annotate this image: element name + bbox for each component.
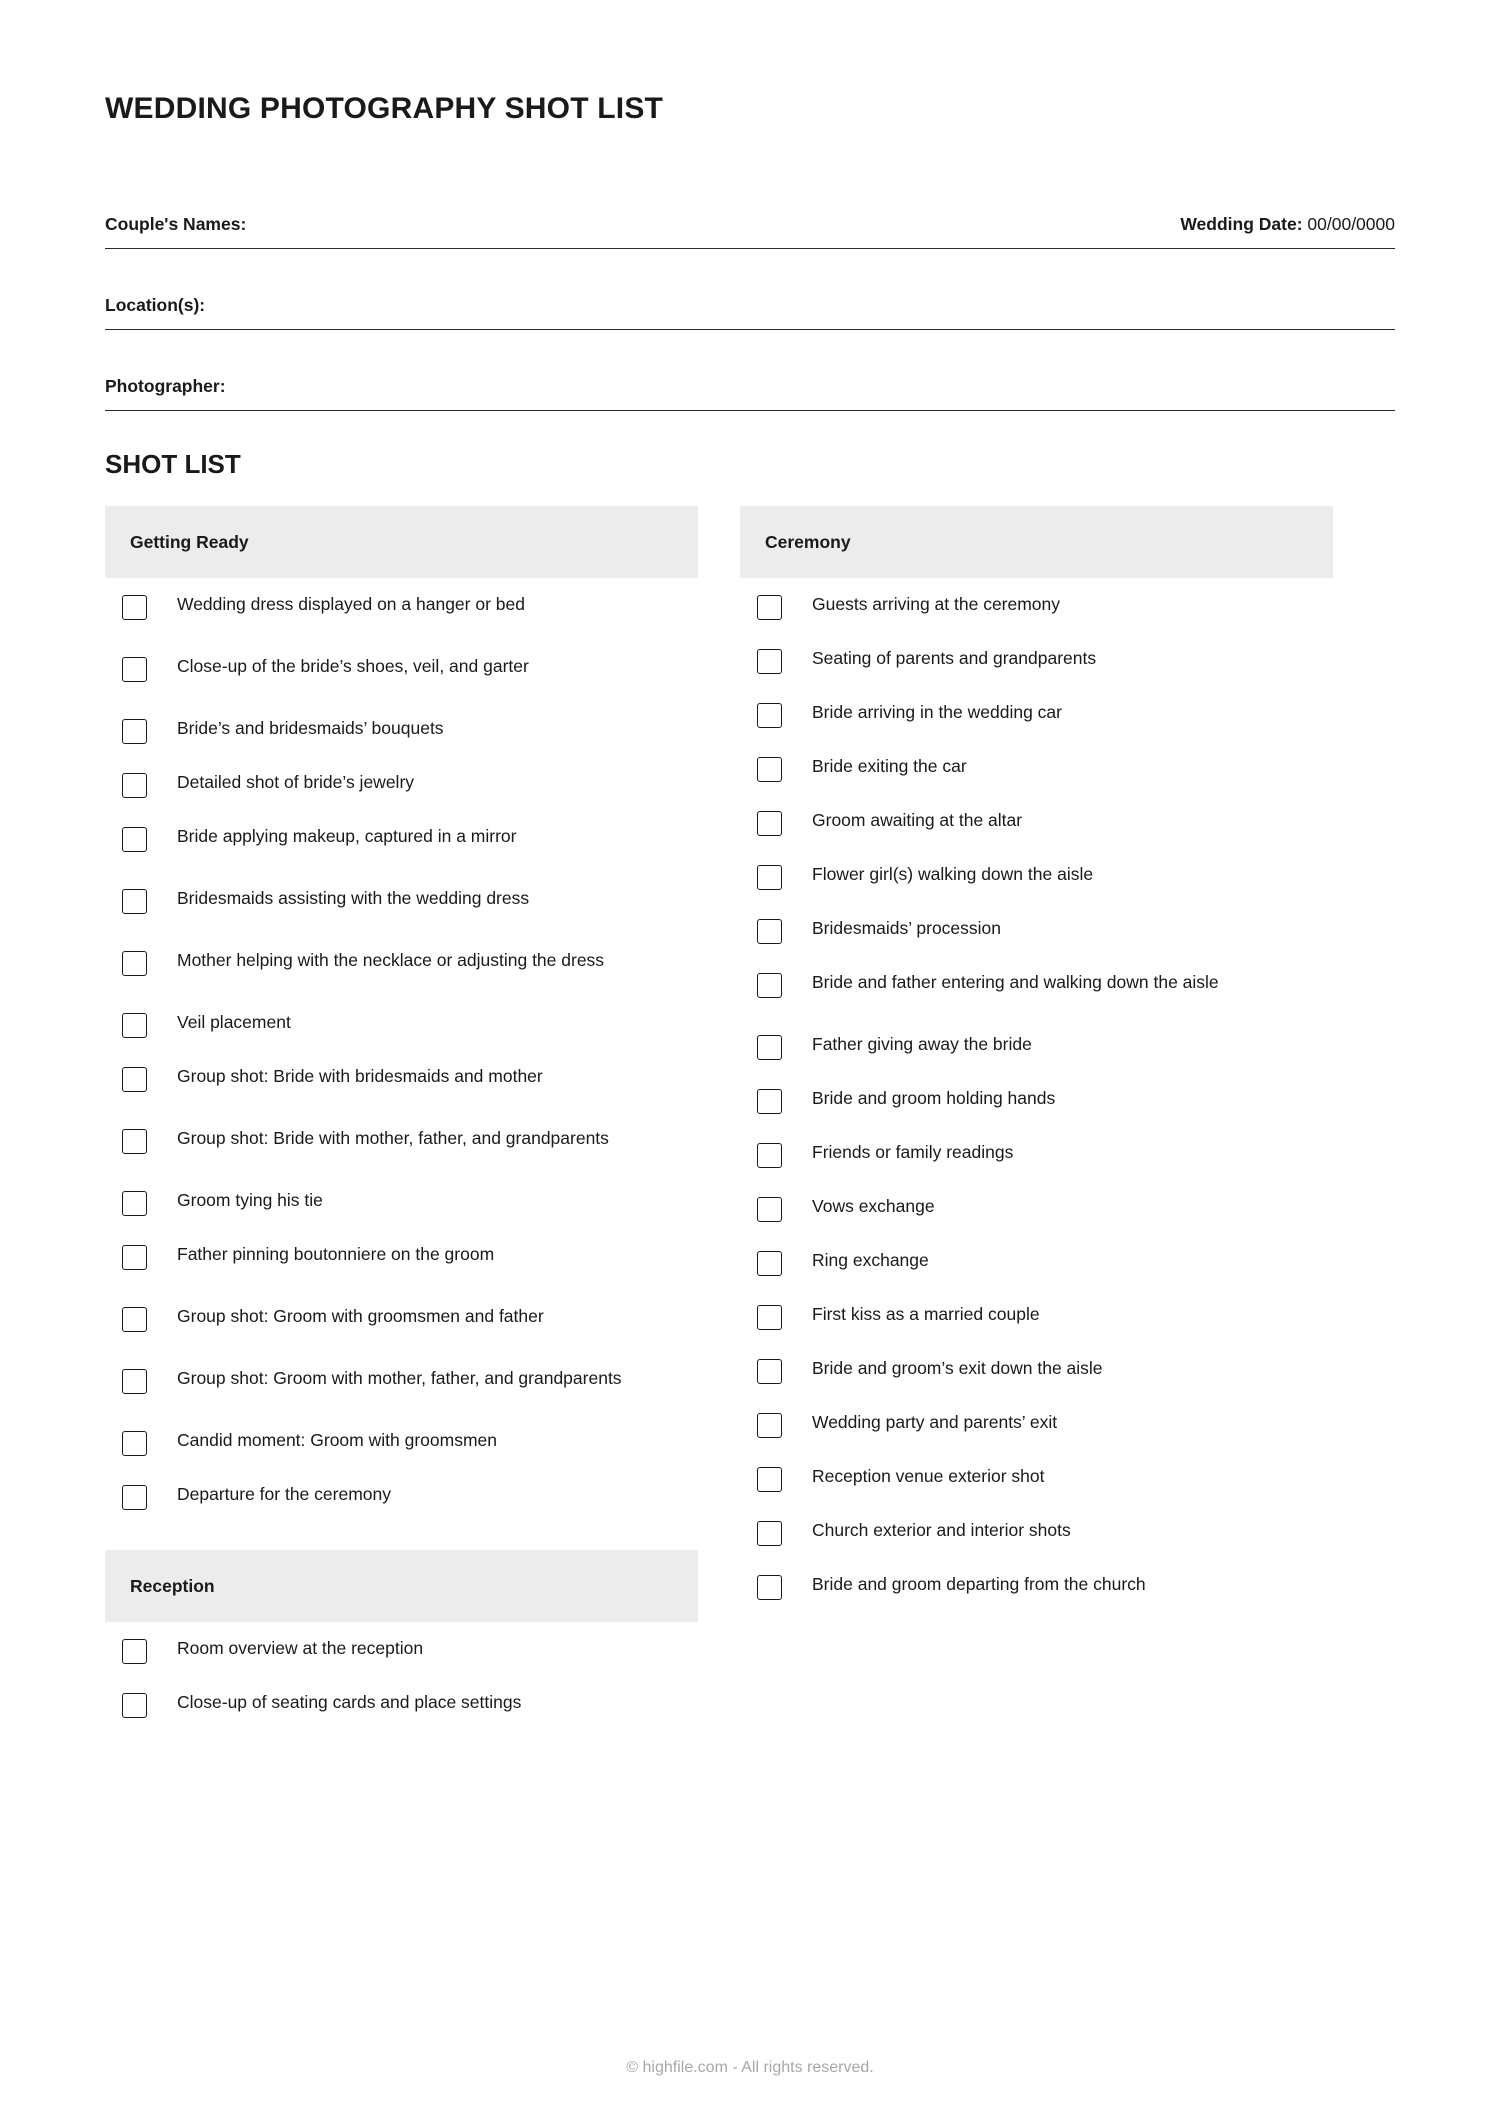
list-item-label: Bride and groom’s exit down the aisle: [812, 1358, 1103, 1378]
list-item-label: Bride and groom holding hands: [812, 1088, 1056, 1108]
list-item-label: Detailed shot of bride’s jewelry: [177, 772, 415, 792]
checkbox-icon[interactable]: [757, 973, 782, 998]
couple-names-label: Couple's Names:: [105, 214, 247, 234]
list-item-label: Groom tying his tie: [177, 1190, 323, 1210]
list-item-label: Seating of parents and grandparents: [812, 648, 1097, 668]
list-item-label: Departure for the ceremony: [177, 1484, 391, 1504]
shot-list-column-left: [105, 506, 698, 1746]
list-item-label: Bride and groom departing from the church: [812, 1574, 1146, 1594]
location-label: Location(s):: [105, 295, 206, 315]
list-item-label: Wedding party and parents’ exit: [812, 1412, 1058, 1432]
checkbox-icon[interactable]: [757, 1359, 782, 1384]
checklist: [105, 1630, 698, 1746]
list-item[interactable]: [105, 1058, 698, 1120]
category-header: Getting Ready: [105, 506, 698, 578]
list-item-label: Church exterior and interior shots: [812, 1520, 1071, 1540]
checkbox-icon[interactable]: [122, 1067, 147, 1092]
checkbox-icon[interactable]: [122, 773, 147, 798]
checkbox-icon[interactable]: [122, 719, 147, 744]
checkbox-icon[interactable]: [757, 595, 782, 620]
list-item-label: Reception venue exterior shot: [812, 1466, 1045, 1486]
shot-list-column-right: [740, 506, 1333, 1746]
list-item-label: Bride applying makeup, captured in a mirror: [177, 826, 517, 846]
list-item-label: Candid moment: Groom with groomsmen: [177, 1430, 497, 1450]
list-item[interactable]: [740, 1026, 1333, 1080]
checkbox-icon[interactable]: [757, 865, 782, 890]
checkbox-icon[interactable]: [757, 1467, 782, 1492]
category-header: Reception: [105, 1550, 698, 1622]
checkbox-icon[interactable]: [757, 1305, 782, 1330]
list-item-label: Father pinning boutonniere on the groom: [177, 1244, 495, 1264]
list-item-label: Groom awaiting at the altar: [812, 810, 1023, 830]
checkbox-icon[interactable]: [122, 1129, 147, 1154]
list-item-label: Ring exchange: [812, 1250, 929, 1270]
list-item-label: Veil placement: [177, 1012, 291, 1032]
list-item-label: Room overview at the reception: [177, 1638, 424, 1658]
wedding-date-value[interactable]: 00/00/0000: [1307, 214, 1395, 234]
list-item[interactable]: [105, 1476, 698, 1530]
checkbox-icon[interactable]: [122, 1307, 147, 1332]
checkbox-icon[interactable]: [757, 1251, 782, 1276]
list-item[interactable]: [740, 1404, 1333, 1458]
list-item-label: Close-up of the bride’s shoes, veil, and garter: [177, 656, 529, 676]
list-item-label: Group shot: Bride with mother, father, and grandparents: [177, 1128, 609, 1148]
list-item-label: First kiss as a married couple: [812, 1304, 1040, 1324]
list-item[interactable]: [740, 1512, 1333, 1566]
checkbox-icon[interactable]: [757, 757, 782, 782]
list-item[interactable]: [740, 748, 1333, 802]
checkbox-icon[interactable]: [757, 649, 782, 674]
list-item-label: Bridesmaids assisting with the wedding dress: [177, 888, 530, 908]
checklist: [740, 586, 1333, 1628]
list-item-label: Wedding dress displayed on a hanger or bed: [177, 594, 525, 614]
list-item[interactable]: [105, 942, 698, 1004]
checkbox-icon[interactable]: [122, 1693, 147, 1718]
list-item[interactable]: [105, 818, 698, 880]
checkbox-icon[interactable]: [757, 1575, 782, 1600]
list-item-label: Mother helping with the necklace or adjusting the dress: [177, 950, 605, 970]
checkbox-icon[interactable]: [122, 951, 147, 976]
footer-text: © highfile.com - All rights reserved.: [626, 2059, 874, 2076]
list-item-label: Bridesmaids’ procession: [812, 918, 1002, 938]
list-item-label: Group shot: Groom with groomsmen and father: [177, 1306, 544, 1326]
list-item-label: Flower girl(s) walking down the aisle: [812, 864, 1094, 884]
checklist: [105, 586, 698, 1530]
checkbox-icon[interactable]: [757, 1089, 782, 1114]
checkbox-icon[interactable]: [122, 1485, 147, 1510]
list-item[interactable]: [740, 964, 1333, 1026]
checkbox-icon[interactable]: [122, 1245, 147, 1270]
list-item-label: Bride exiting the car: [812, 756, 967, 776]
checkbox-icon[interactable]: [122, 827, 147, 852]
list-item[interactable]: [740, 856, 1333, 910]
list-item[interactable]: [740, 1188, 1333, 1242]
page-title: WEDDING PHOTOGRAPHY SHOT LIST: [105, 92, 664, 125]
footer: [0, 2059, 1500, 2077]
list-item[interactable]: [740, 694, 1333, 748]
list-item[interactable]: [740, 802, 1333, 856]
list-item-label: Group shot: Bride with bridesmaids and mother: [177, 1066, 543, 1086]
list-item[interactable]: [740, 1296, 1333, 1350]
checkbox-icon[interactable]: [122, 657, 147, 682]
checkbox-icon[interactable]: [757, 811, 782, 836]
list-item[interactable]: [105, 1630, 698, 1684]
checkbox-icon[interactable]: [757, 919, 782, 944]
list-item[interactable]: [105, 586, 698, 648]
section-title-shot-list: SHOT LIST: [105, 449, 241, 479]
meta-fields: [105, 168, 1395, 411]
list-item-label: Bride’s and bridesmaids’ bouquets: [177, 718, 444, 738]
list-item[interactable]: [740, 1566, 1333, 1628]
list-item-label: Father giving away the bride: [812, 1034, 1032, 1054]
checkbox-icon[interactable]: [122, 1639, 147, 1664]
list-item[interactable]: [740, 1134, 1333, 1188]
list-item[interactable]: [105, 1236, 698, 1298]
list-item[interactable]: [740, 586, 1333, 640]
shot-list-columns: [105, 506, 1395, 1746]
list-item[interactable]: [105, 764, 698, 818]
checkbox-icon[interactable]: [122, 1013, 147, 1038]
list-item[interactable]: [740, 1350, 1333, 1404]
checkbox-icon[interactable]: [757, 703, 782, 728]
list-item-label: Friends or family readings: [812, 1142, 1014, 1162]
list-item[interactable]: [740, 640, 1333, 694]
list-item-label: Bride arriving in the wedding car: [812, 702, 1062, 722]
checkbox-icon[interactable]: [757, 1143, 782, 1168]
wedding-date-label: Wedding Date:: [1180, 214, 1303, 234]
photographer-label: Photographer:: [105, 376, 226, 396]
meta-row-photographer: [105, 330, 1395, 411]
checkbox-icon[interactable]: [122, 1431, 147, 1456]
list-item[interactable]: [105, 1684, 698, 1746]
checkbox-icon[interactable]: [122, 595, 147, 620]
list-item-label: Guests arriving at the ceremony: [812, 594, 1061, 614]
meta-row-couple-date: [105, 168, 1395, 249]
list-item[interactable]: [105, 1182, 698, 1236]
list-item[interactable]: [105, 1360, 698, 1422]
list-item[interactable]: [105, 1120, 698, 1182]
list-item[interactable]: [740, 910, 1333, 964]
checkbox-icon[interactable]: [757, 1413, 782, 1438]
list-item[interactable]: [740, 1080, 1333, 1134]
list-item[interactable]: [105, 648, 698, 710]
list-item-label: Close-up of seating cards and place settings: [177, 1692, 522, 1712]
checkbox-icon[interactable]: [757, 1521, 782, 1546]
list-item-label: Group shot: Groom with mother, father, and grandparents: [177, 1368, 622, 1388]
list-item[interactable]: [105, 1298, 698, 1360]
list-item[interactable]: [105, 1004, 698, 1058]
category-header: Ceremony: [740, 506, 1333, 578]
list-item[interactable]: [740, 1242, 1333, 1296]
checkbox-icon[interactable]: [757, 1035, 782, 1060]
list-item-label: Vows exchange: [812, 1196, 935, 1216]
meta-row-location: [105, 249, 1395, 330]
wedding-date-field[interactable]: [1180, 214, 1395, 235]
list-item[interactable]: [105, 1422, 698, 1476]
checkbox-icon[interactable]: [122, 1191, 147, 1216]
list-item[interactable]: [105, 880, 698, 942]
checkbox-icon[interactable]: [122, 889, 147, 914]
list-item-label: Bride and father entering and walking down the aisle: [812, 972, 1219, 992]
checkbox-icon[interactable]: [122, 1369, 147, 1394]
list-item[interactable]: [105, 710, 698, 764]
list-item[interactable]: [740, 1458, 1333, 1512]
checkbox-icon[interactable]: [757, 1197, 782, 1222]
